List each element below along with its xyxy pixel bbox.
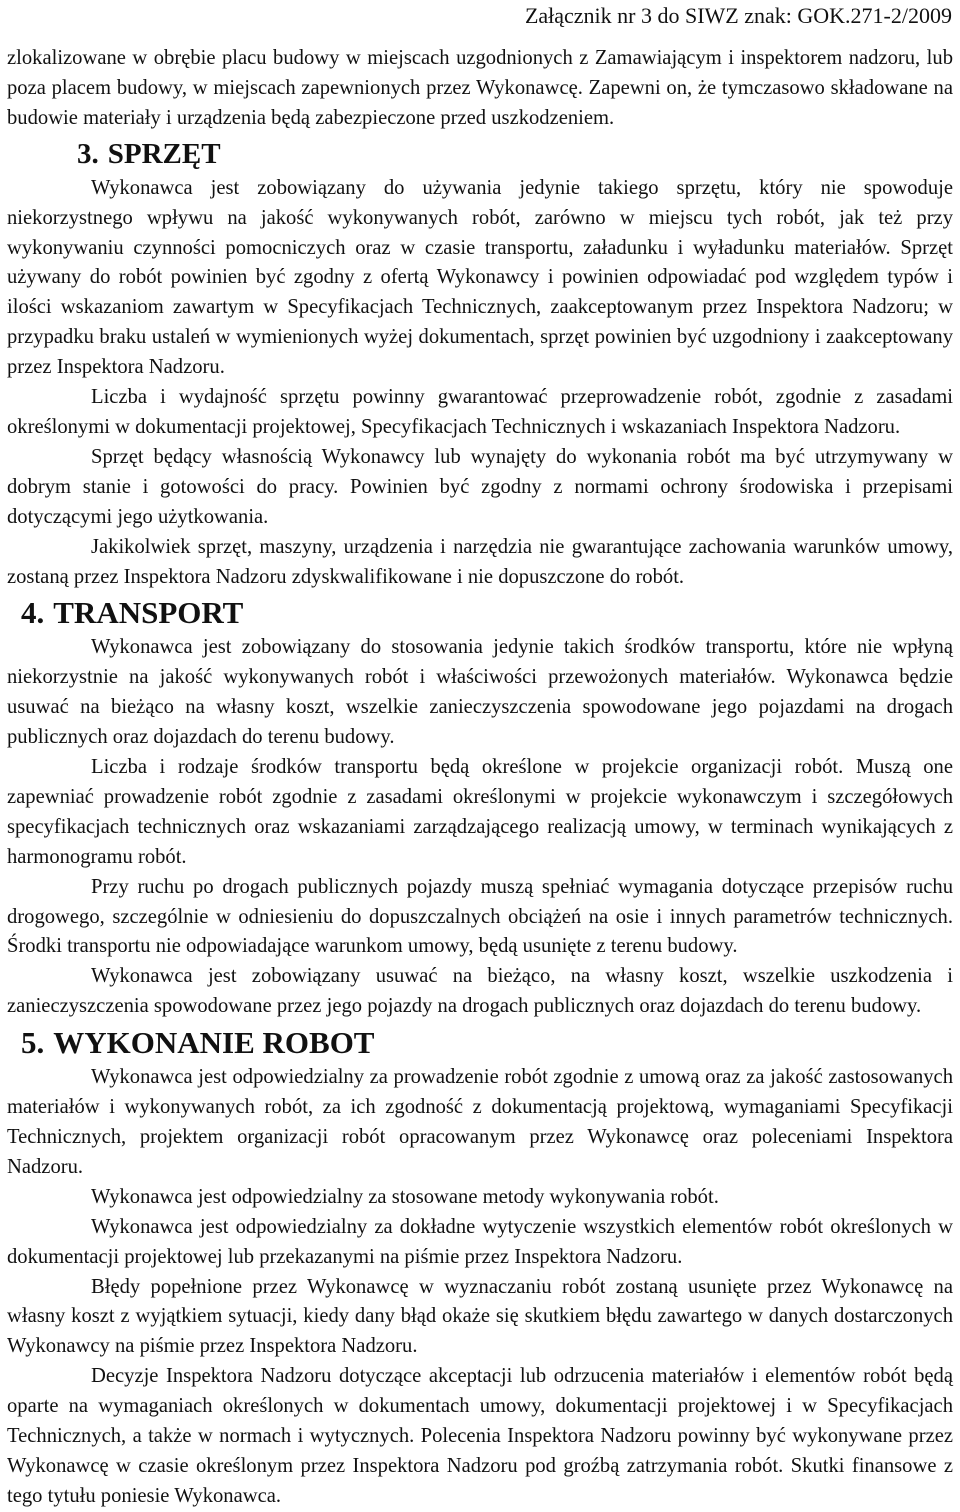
transport-paragraph: Liczba i rodzaje środków transportu będą określone w projekcie organizacji robót. Muszą one zapewniać prowadzenie robót zgodnie z zasadami określonymi w projekcie wykonawczym i szczegółowych specyfikacjach technicznych oraz wskazaniami zarządzającego realizacją umowy, w terminach wynikających z harmonogramu robót. <box>7 756 953 868</box>
sprzet-paragraph: Jakikolwiek sprzęt, maszyny, urządzenia i narzędzia nie gwarantujące zachowania warunków umowy, zostaną przez Inspektora Nadzoru zdyskwalifikowane i nie dopuszczone do robót. <box>7 535 953 588</box>
section-title: WYKONANIE ROBOT <box>53 1025 375 1061</box>
sprzet-paragraph: Liczba i wydajność sprzętu powinny gwarantować przeprowadzenie robót, zgodnie z zasadami określonymi w dokumentacji projektowej, Specyfikacjach Technicznych i wskazaniach Inspektora Nadzoru. <box>7 386 953 438</box>
section-number: 3. <box>77 137 99 170</box>
section-number: 5. <box>21 1025 45 1061</box>
sprzet-paragraph: Sprzęt będący własnością Wykonawcy lub wynajęty do wykonania robót ma być utrzymywany w dobrym stanie i gotowości do pracy. Powinien być zgodny z normami ochrony środowiska i przepisami dotyczącymi jego użytkowania. <box>7 445 953 528</box>
wykonanie-paragraph: Błędy popełnione przez Wykonawcę w wyznaczaniu robót zostaną usunięte przez Wykonawcę na własny koszt z wyjątkiem sytuacji, kiedy dany błąd okaże się skutkiem błędu zawartego w danych dostarczonych Wykonawcy na piśmie przez Inspektora Nadzoru. <box>7 1275 953 1358</box>
transport-paragraph: Wykonawca jest zobowiązany usuwać na bieżąco, na własny koszt, wszelkie uszkodzenia i zanieczyszczenia spowodowane przez jego pojazdy na drogach publicznych oraz dojazdach do terenu budowy. <box>7 965 953 1018</box>
sprzet-paragraph: Wykonawca jest zobowiązany do używania jedynie takiego sprzętu, który nie spowoduje niekorzystnego wpływu na jakość wykonywanych robót, zarówno w miejscu tych robót, jak też przy wykonywaniu czynności pomocniczych oraz w czasie transportu, załadunku i wyładunku materiałów. Sprzęt używany do robót powinien być zgodny z ofertą Wykonawcy i powinien odpowiadać pod względem typów i ilości wskazaniom zawartym w Specyfikacjach Technicznych, zaakceptowanym przez Inspektora Nadzoru; w przypadku braku ustaleń w wymienionych wyżej dokumentach, sprzęt powinien być uzgodniony i zaakceptowany przez Inspektora Nadzoru. <box>7 176 953 379</box>
document-body <box>7 44 953 1512</box>
wykonanie-paragraph: Wykonawca jest odpowiedzialny za dokładne wytyczenie wszystkich elementów robót określonych w dokumentacji projektowej lub przekazanymi na piśmie przez Inspektora Nadzoru. <box>7 1215 953 1268</box>
wykonanie-paragraph: Wykonawca jest odpowiedzialny za stosowane metody wykonywania robót. <box>91 1185 719 1208</box>
wykonanie-paragraph: Decyzje Inspektora Nadzoru dotyczące akceptacji lub odrzucenia materiałów i elementów robót będą oparte na wymaganiach określonych w dokumentach umowy, dokumentacji projektowej i w Specyfikacjach Technicznych, a także w normach i wytycznych. Polecenia Inspektora Nadzoru powinny być wykonywane przez Wykonawcę w czasie określonym przez Inspektora Nadzoru pod groźbą zatrzymania robót. Skutki finansowe z tego tytułu poniesie Wykonawca. <box>7 1365 953 1507</box>
transport-paragraph: Przy ruchu po drogach publicznych pojazdy muszą spełniać wymagania dotyczące przepisów ruchu drogowego, szczególnie w odniesieniu do dopuszczalnych obciążeń na osie i innych parametrów technicznych. Środki transportu nie odpowiadające warunkom umowy, będą usunięte z terenu budowy. <box>7 875 953 958</box>
section-heading-transport <box>7 592 953 633</box>
wykonanie-paragraph: Wykonawca jest odpowiedzialny za prowadzenie robót zgodnie z umową oraz za jakość zastosowanych materiałów i wykonywanych robót, za ich zgodność z dokumentacją projektową, wymaganiami Specyfikacji Technicznych, projektem organizacji robót opracowanym przez Wykonawcę oraz poleceniami Inspektora Nadzoru. <box>7 1066 953 1178</box>
section-heading-wykonanie-robot <box>7 1022 953 1063</box>
section-title: TRANSPORT <box>53 595 244 631</box>
intro-paragraph: zlokalizowane w obrębie placu budowy w miejscach uzgodnionych z Zamawiającym i inspektorem nadzoru, lub poza placem budowy, w miejscach zapewnionych przez Wykonawcę. Zapewni on, że tymczasowo składowane na budowie materiały i urządzenia będą zabezpieczone przed uszkodzeniem. <box>7 47 953 129</box>
section-heading-sprzet <box>7 134 953 174</box>
page-header: Załącznik nr 3 do SIWZ znak: GOK.271-2/2009 <box>524 3 952 28</box>
section-title: SPRZĘT <box>107 137 221 170</box>
section-number: 4. <box>21 595 45 631</box>
transport-paragraph: Wykonawca jest zobowiązany do stosowania jedynie takich środków transportu, które nie wpłyną niekorzystnie na jakość wykonywanych robót i właściwości przewożonych materiałów. Wykonawca będzie usuwać na bieżąco na własny koszt, wszelkie zanieczyszczenia spowodowane jego pojazdami na drogach publicznych oraz dojazdach do terenu budowy. <box>7 636 953 749</box>
